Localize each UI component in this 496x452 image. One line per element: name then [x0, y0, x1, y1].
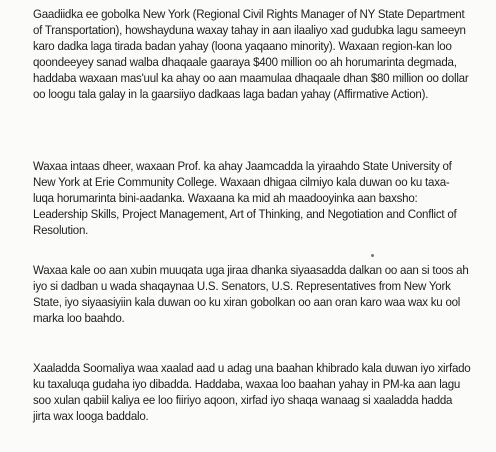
text-line: ku taxaluqa gudaha iyo dibadda. Haddaba, waxaa loo baahan yahay in PM-ka aan lagu	[33, 376, 461, 391]
paragraph-professorship	[33, 159, 456, 239]
text-line: soo xulan qabiil kaliya ee loo fiiriyo aqoon, xirfad iyo shaqa wanaag si xaaladda hadda	[33, 392, 453, 407]
text-line: Waxaa kale oo aan xubin muuqata uga jiraa dhanka siyaasadda dalkan oo aan si toos ah	[33, 263, 469, 277]
text-line: Leadership Skills, Project Management, Art of Thinking, and Negotiation and Conflict of	[33, 206, 457, 221]
text-line: Waxaa intaas dheer, waxaan Prof. ka ahay Jaamcadda la yiraahdo State University of	[33, 159, 452, 173]
text-line: Xaaladda Soomaliya waa xaalad aad u adag una baahan khibrado kala duwan iyo xirfado	[33, 361, 471, 375]
text-line: qoondeeyey sanad walba dhaqaale gaaraya $400 million oo ah horumarinta degmada,	[33, 54, 457, 69]
paragraph-somalia-situation	[33, 361, 470, 425]
text-line: Resolution.	[33, 222, 89, 237]
text-line: karo dadka laga tirada badan yahay (loona yaqaano minority). Waxaan region-kan loo	[33, 38, 452, 53]
text-line: jirta wax looga baddalo.	[33, 408, 149, 423]
text-line: State, iyo siyaasiyiin kala duwan oo ku xiran gobolkan oo aan oran karo waa wax ku ool	[33, 294, 461, 309]
text-line: of Transportation), howshayduna waxay tahay in aan ilaaliyo xad gudubka lagu sameeyn	[33, 22, 466, 37]
paragraph-politics	[33, 263, 469, 327]
scan-speck	[371, 254, 374, 257]
paragraph-role-description	[33, 7, 468, 102]
text-line: haddaba waxaan mas'uul ka ahay oo aan maamulaa dhaqaale dhan $80 million oo dollar	[33, 70, 469, 85]
text-line: marka loo baahdo.	[33, 310, 125, 325]
text-line: Gaadiidka ee gobolka New York (Regional Civil Rights Manager of NY State Department	[33, 7, 465, 21]
text-line: luqa horumarinta bini-aadanka. Waxaana ka mid ah maadooyinka aan baxsho:	[33, 190, 418, 205]
text-line: New York at Erie Community College. Waxaan dhigaa cilmiyo kala duwan oo ku taxa-	[33, 174, 450, 189]
text-line: oo loogu tala galay in la gaarsiiyo dadkaas laga badan yahay (Affirmative Action).	[33, 86, 429, 101]
text-line: iyo si dadban u wada shaqaynaa U.S. Senators, U.S. Representatives from New York	[33, 278, 451, 293]
